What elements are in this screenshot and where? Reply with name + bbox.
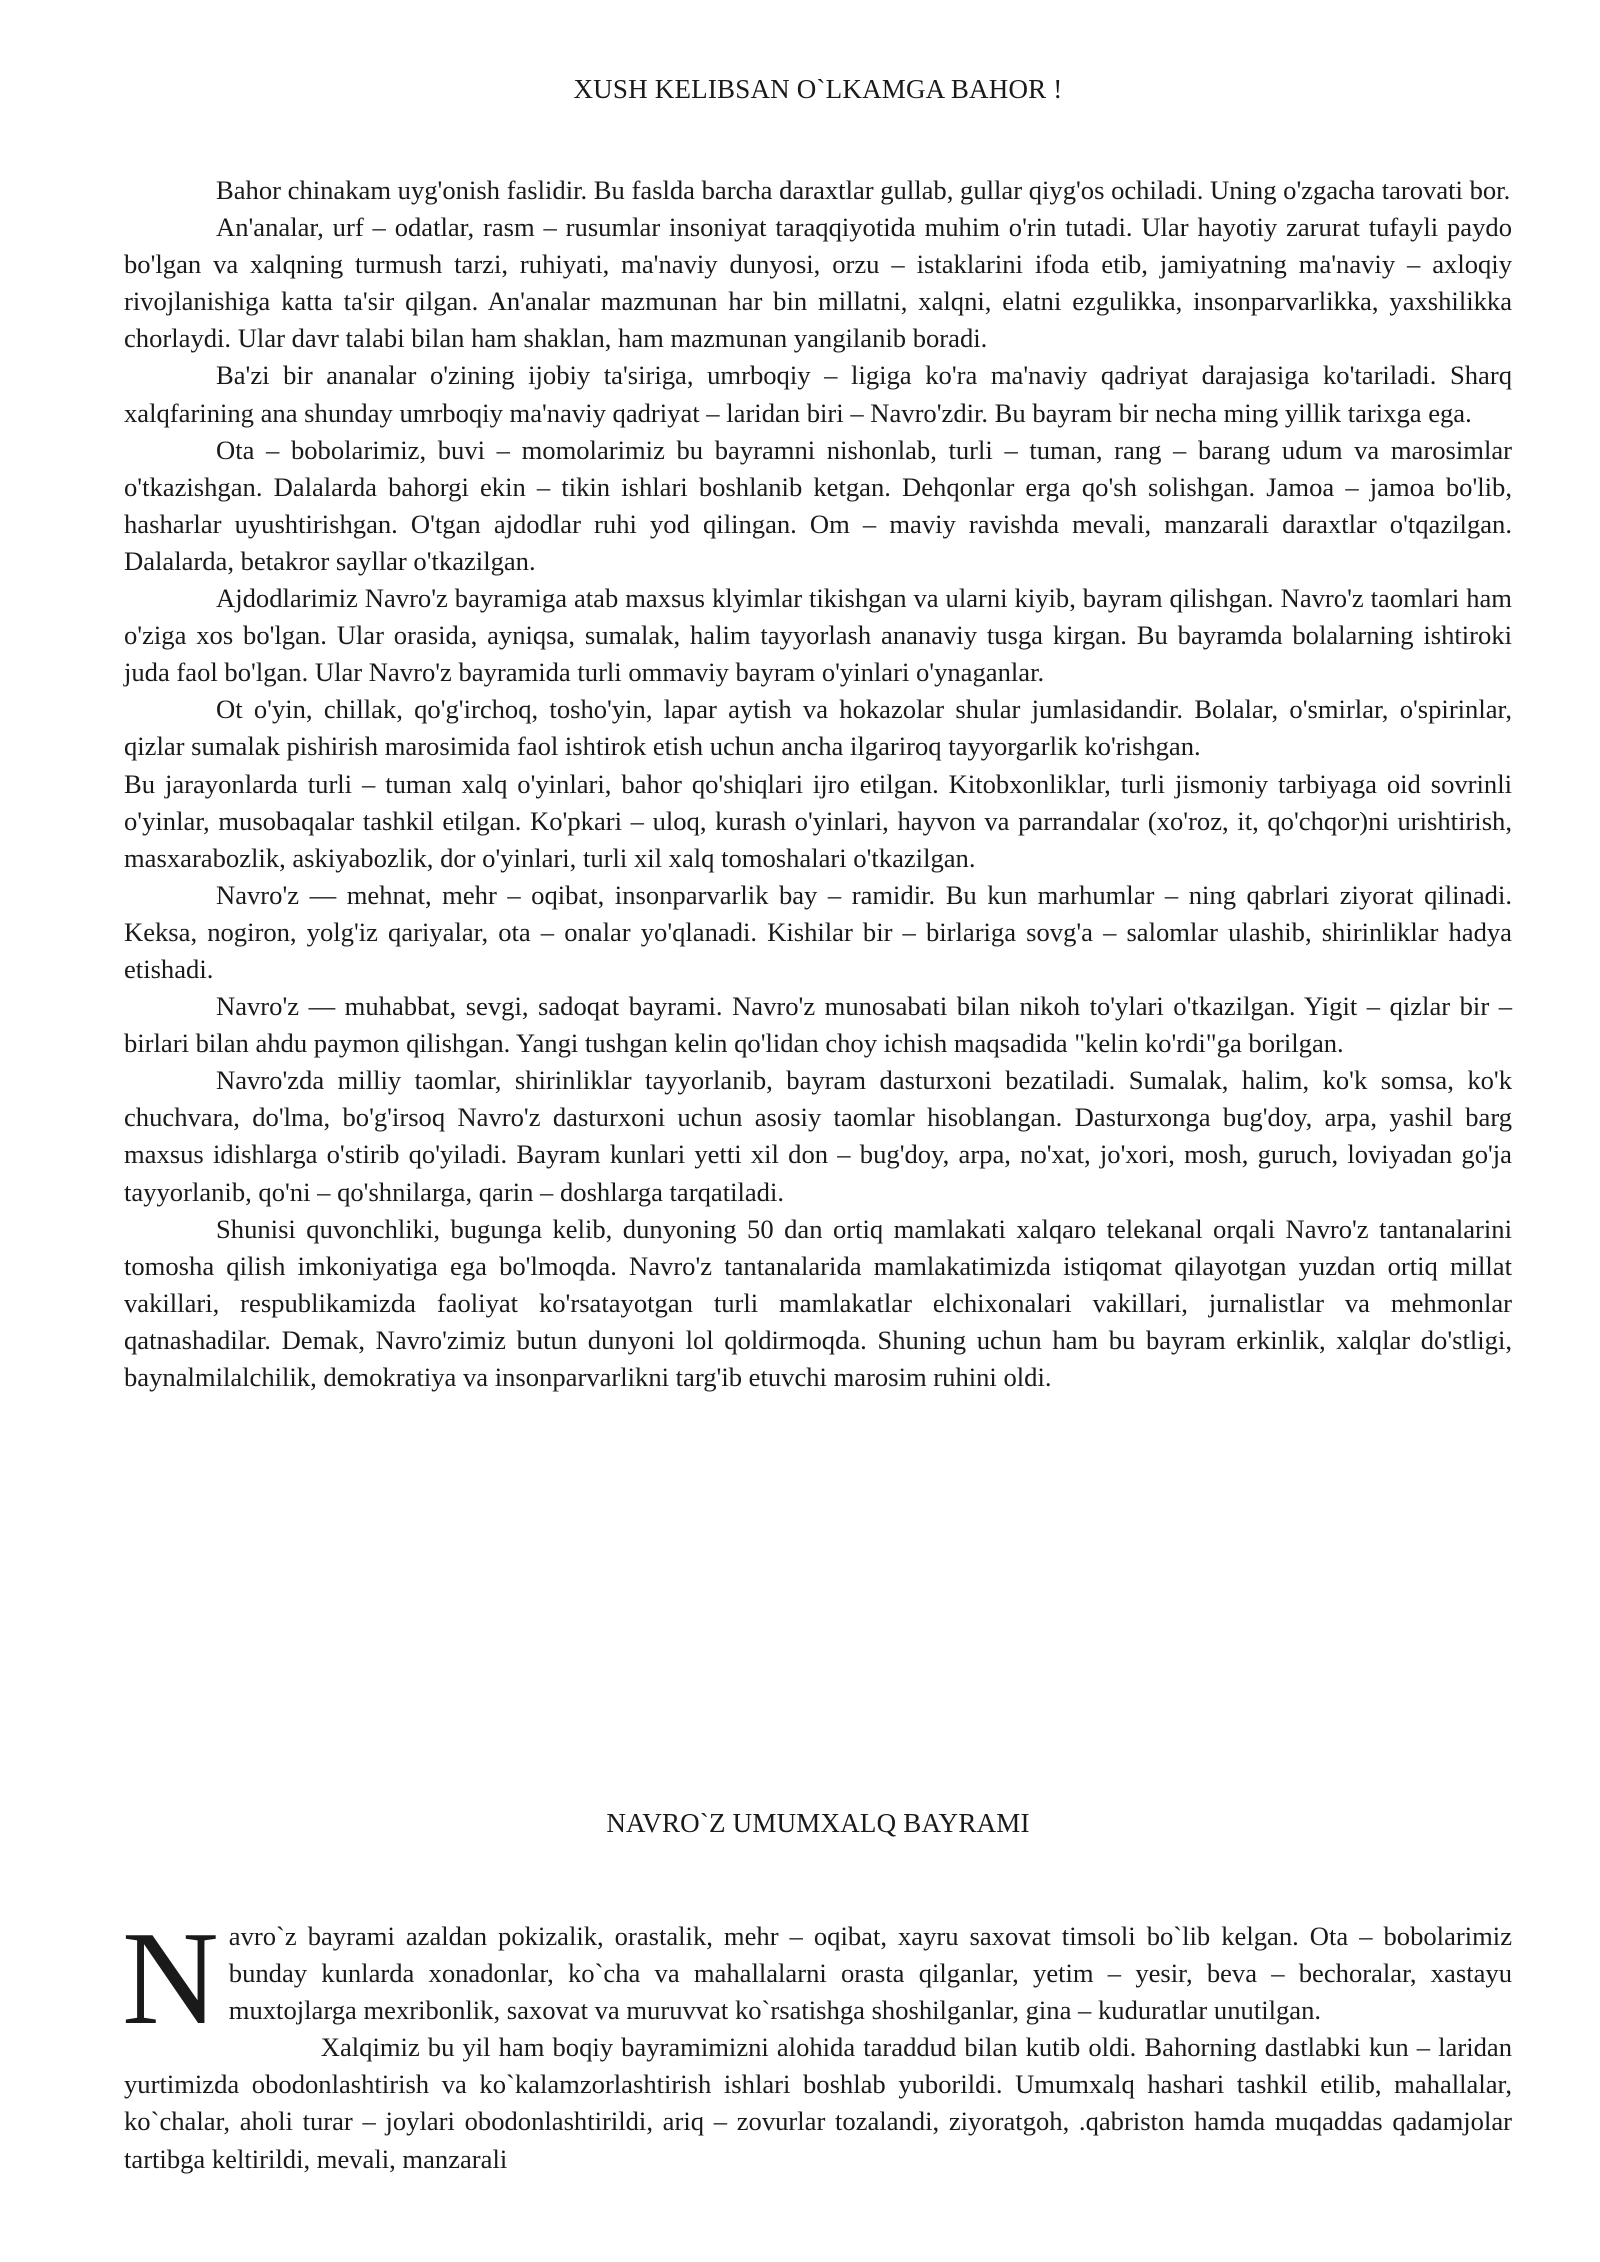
paragraph: Ot o'yin, chillak, qo'g'irchoq, tosho'yin, lapar aytish va hokazolar shular jumlasidandir. Bolalar, o'smirlar, o'spirinlar, qizlar sumalak pishirish marosimida faol ishtirok etish uchun ancha ilgariroq tayyorgarlik ko'rishgan. bbox=[124, 694, 1512, 762]
paragraph: Xalqimiz bu yil ham boqiy bayramimizni alohida taraddud bilan kutib oldi. Bahorning dastlabki kun – laridan yurtimizda obodonlashtirish va ko`kalamzorlashtirish ishlari boshlab yuborildi. Umumxalq hashari tashkil etilib, mahallalar, ko`chalar, aholi turar – joylari obodonlashtirildi, ariq – zovurlar tozalandi, ziyoratgoh, .qabriston hamda muqaddas qadamjolar tartibga keltirildi, mevali, manzarali bbox=[124, 2032, 1512, 2174]
section-body bbox=[124, 172, 1512, 1396]
paragraph: Ajdodlarimiz Navro'z bayramiga atab maxsus klyimlar tikishgan va ularni kiyib, bayram qilishgan. Navro'z taomlari ham o'ziga xos bo'lgan. Ular orasida, ayniqsa, sumalak, halim tayyorlash ananaviy tusga kirgan. Bu bayramda bolalarning ishtiroki juda faol bo'lgan. Ular Navro'z bayramida turli ommaviy bayram o'yinlari o'ynaganlar. bbox=[124, 583, 1512, 688]
section-body bbox=[122, 1904, 1512, 2178]
paragraph: Bu jarayonlarda turli – tuman xalq o'yinlari, bahor qo'shiqlari ijro etilgan. Kitobxonliklar, turli jismoniy tarbiyaga oid sovrinli o'yinlar, musobaqalar tashkil etilgan. Ko'pkari – uloq, kurash o'yinlari, hayvon va parrandalar (xo'roz, it, qo'chqor)ni urishtirish, masxarabozlik, askiyabozlik, dor o'yinlari, turli xil xalq tomoshalari o'tkazilgan. bbox=[124, 768, 1512, 873]
section-title: NAVRO`Z UMUMXALQ BAYRAMI bbox=[606, 1808, 1030, 1838]
paragraph: Bahor chinakam uyg'onish faslidir. Bu faslda barcha daraxtlar gullab, gullar qiyg'os ochiladi. Uning o'zgacha tarovati bor. bbox=[216, 175, 1511, 205]
paragraph: Shunisi quvonchliki, bugunga kelib, dunyoning 50 dan ortiq mamlakati xalqaro telekanal orqali Navro'z tantanalarini tomosha qilish imkoniyatiga ega bo'lmoqda. Navro'z tantanalarida mamlakatimizda istiqomat qilayotgan yuzdan ortiq millat vakillari, respublikamizda faoliyat ko'rsatayotgan turli mamlakatlar elchixonalari vakillari, jurnalistlar va mehmonlar qatnashadilar. Demak, Navro'zimiz butun dunyoni lol qoldirmoqda. Shuning uchun ham bu bayram erkinlik, xalqlar do'stligi, baynalmilalchilik, demokratiya va insonparvarlikni targ'ib etuvchi marosim ruhini oldi. bbox=[124, 1213, 1512, 1392]
paragraph: Navro'zda milliy taomlar, shirinliklar tayyorlanib, bayram dasturxoni bezatiladi. Sumalak, halim, ko'k somsa, ko'k chuchvara, do'lma, bo'g'irsoq Navro'z dasturxoni uchun asosiy taomlar hisoblangan. Dasturxonga bug'doy, arpa, yashil barg maxsus idishlarga o'stirib qo'yiladi. Bayram kunlari yetti xil don – bug'doy, arpa, no'xat, jo'xori, mosh, guruch, loviyadan go'ja tayyorlanib, qo'ni – qo'shnilarga, qarin – doshlarga tarqatiladi. bbox=[124, 1065, 1512, 1207]
drop-cap: N bbox=[122, 1904, 219, 2052]
paragraph bbox=[122, 1904, 1512, 2052]
paragraph: Navro'z — muhabbat, sevgi, sadoqat bayrami. Navro'z munosabati bilan nikoh to'ylari o'tkazilgan. Yigit – qizlar bir – birlari bilan ahdu paymon qilishgan. Yangi tushgan kelin qo'lidan choy ichish maqsadida "kelin ko'rdi"ga borilgan. bbox=[124, 991, 1512, 1059]
paragraph: Ota – bobolarimiz, buvi – momolarimiz bu bayramni nishonlab, turli – tuman, rang – barang udum va marosimlar o'tkazishgan. Dalalarda bahorgi ekin – tikin ishlari boshlanib ketgan. Dehqonlar erga qo'sh solishgan. Jamoa – jamoa bo'lib, hasharlar uyushtirishgan. O'tgan ajdodlar ruhi yod qilingan. Om – maviy ravishda mevali, manzarali daraxtlar o'tqazilgan. Dalalarda, betakror sayllar o'tkazilgan. bbox=[124, 434, 1512, 576]
paragraph: Ba'zi bir ananalar o'zining ijobiy ta'siriga, umrboqiy – ligiga ko'ra ma'naviy qadriyat darajasiga ko'tariladi. Sharq xalqfarining ana shunday umrboqiy ma'naviy qadriyat – laridan biri – Navro'zdir. Bu bayram bir necha ming yillik tarixga ega. bbox=[124, 360, 1512, 428]
paragraph: Navro'z — mehnat, mehr – oqibat, insonparvarlik bay – ramidir. Bu kun marhumlar – ning qabrlari ziyorat qilinadi. Keksa, nogiron, yolg'iz qariyalar, ota – onalar yo'qlanadi. Kishilar bir – birlariga sovg'a – salomlar ulashib, shirinliklar hadya etishadi. bbox=[124, 879, 1512, 984]
paragraph-text: avro`z bayrami azaldan pokizalik, orastalik, mehr – oqibat, xayru saxovat timsoli bo`lib kelgan. Ota – bobolarimiz bunday kunlarda xonadonlar, ko`cha va mahallalarni orasta qilganlar, yetim – yesir, beva – bechoralar, xastayu muxtojlarga mexribonlik, saxovat va muruvvat ko`rsatishga shoshilganlar, gina – kuduratlar unutilgan. bbox=[228, 1921, 1512, 2026]
paragraph: An'analar, urf – odatlar, rasm – rusumlar insoniyat taraqqiyotida muhim o'rin tutadi. Ular hayotiy zarurat tufayli paydo bo'lgan va xalqning turmush tarzi, ruhiyati, ma'naviy dunyosi, orzu – istaklarini ifoda etib, jamiyatning ma'naviy – axloqiy rivojlanishiga katta ta'sir qilgan. An'analar mazmunan har bin millatni, xalqni, elatni ezgulikka, insonparvarlikka, yaxshilikka chorlaydi. Ular davr talabi bilan ham shaklan, ham mazmunan yangilanib boradi. bbox=[124, 212, 1512, 354]
document-title: XUSH KELIBSAN O`LKAMGA BAHOR ! bbox=[573, 74, 1063, 104]
